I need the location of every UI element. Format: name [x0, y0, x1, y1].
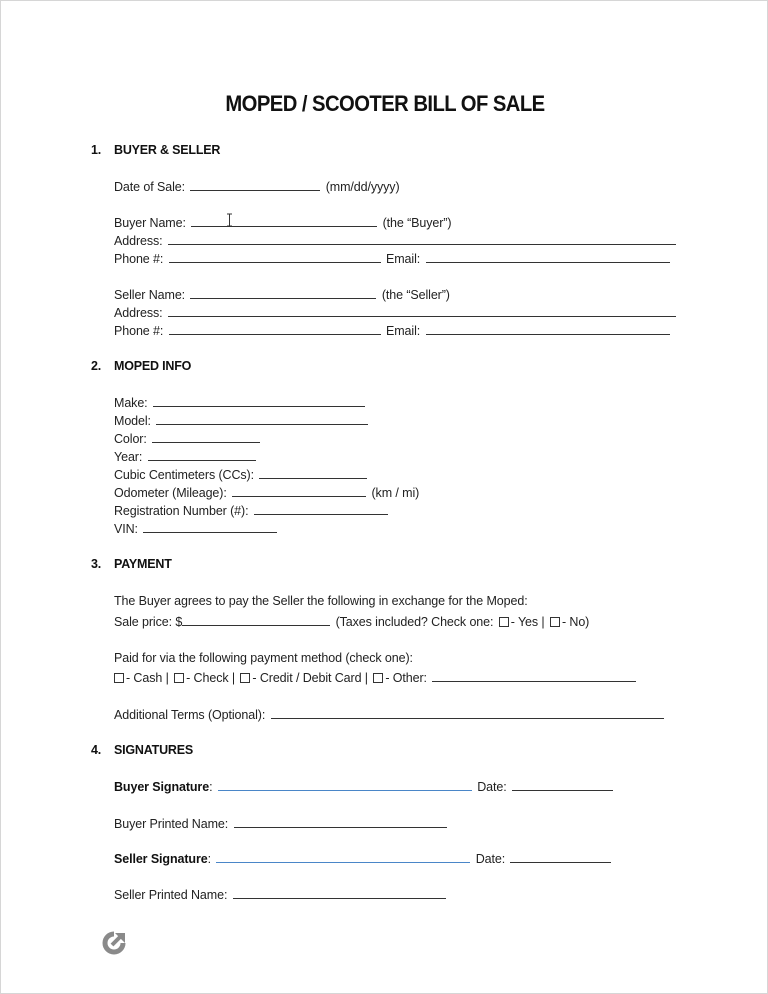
seller-printed-name-field[interactable]	[233, 887, 446, 899]
sale-price-label: Sale price: $	[114, 615, 183, 629]
seller-phone-label: Phone #:	[114, 324, 164, 338]
additional-terms-label: Additional Terms (Optional):	[114, 708, 266, 722]
buyer-date-label: Date:	[477, 780, 507, 794]
seller-name-label: Seller Name:	[114, 288, 186, 302]
buyer-signature-label: Buyer Signature	[114, 780, 210, 794]
buyer-printed-name-row	[114, 816, 449, 831]
buyer-address-row	[114, 233, 678, 248]
section-number: 4.	[91, 743, 102, 757]
seller-date-field[interactable]	[510, 851, 611, 863]
year-label: Year:	[114, 450, 143, 464]
seller-signature-label: Seller Signature	[114, 852, 208, 866]
make-row	[114, 395, 367, 410]
colon: :	[207, 852, 211, 866]
buyer-name-label: Buyer Name:	[114, 216, 186, 230]
make-label: Make:	[114, 396, 148, 410]
cc-field[interactable]	[259, 467, 367, 479]
seller-signature-field[interactable]	[216, 851, 470, 863]
cc-row	[114, 467, 369, 482]
vin-field[interactable]	[143, 521, 277, 533]
card-label: - Credit / Debit Card |	[252, 671, 368, 685]
cc-label: Cubic Centimeters (CCs):	[114, 468, 254, 482]
seller-printed-name-row	[114, 887, 448, 902]
buyer-name-field[interactable]	[191, 215, 377, 227]
payment-intro: The Buyer agrees to pay the Seller the following in exchange for the Moped:	[114, 594, 528, 608]
buyer-suffix: (the “Buyer”)	[382, 216, 452, 230]
color-row	[114, 431, 262, 446]
year-row	[114, 449, 258, 464]
additional-terms-row	[114, 707, 666, 722]
other-field[interactable]	[432, 670, 636, 682]
color-label: Color:	[114, 432, 147, 446]
model-field[interactable]	[156, 413, 368, 425]
buyer-email-label: Email:	[386, 252, 421, 266]
section-number: 2.	[91, 359, 102, 373]
buyer-signature-field[interactable]	[218, 779, 472, 791]
color-field[interactable]	[152, 431, 260, 443]
buyer-signature-row	[114, 779, 615, 794]
cash-checkbox[interactable]	[114, 673, 124, 683]
odometer-field[interactable]	[232, 485, 366, 497]
taxes-label: (Taxes included? Check one:	[335, 615, 494, 629]
seller-address-label: Address:	[114, 306, 163, 320]
payment-method-row	[114, 670, 638, 685]
buyer-phone-label: Phone #:	[114, 252, 164, 266]
seller-name-field[interactable]	[190, 287, 376, 299]
payment-method-intro: Paid for via the following payment method (check one):	[114, 651, 413, 665]
make-field[interactable]	[153, 395, 365, 407]
sale-price-field[interactable]	[182, 614, 330, 626]
seller-address-row	[114, 305, 678, 320]
colon: :	[209, 780, 213, 794]
vin-label: VIN:	[114, 522, 138, 536]
additional-terms-field[interactable]	[271, 707, 664, 719]
check-checkbox[interactable]	[174, 673, 184, 683]
registration-field[interactable]	[254, 503, 388, 515]
taxes-no-label: - No)	[561, 615, 590, 629]
taxes-yes-checkbox[interactable]	[499, 617, 509, 627]
section-heading-payment	[91, 557, 172, 571]
model-row	[114, 413, 370, 428]
buyer-name-row	[114, 215, 451, 230]
text-cursor-icon	[226, 213, 233, 227]
buyer-address-field[interactable]	[168, 233, 676, 245]
seller-phone-field[interactable]	[169, 323, 381, 335]
check-label: - Check |	[186, 671, 236, 685]
section-title: PAYMENT	[114, 557, 172, 571]
date-format-hint: (mm/dd/yyyy)	[325, 180, 400, 194]
taxes-yes-label: - Yes |	[510, 615, 545, 629]
other-checkbox[interactable]	[373, 673, 383, 683]
section-title: BUYER & SELLER	[114, 143, 221, 157]
seller-name-row	[114, 287, 450, 302]
section-heading-signatures	[91, 743, 193, 757]
seller-address-field[interactable]	[168, 305, 676, 317]
seller-printed-name-label: Seller Printed Name:	[114, 888, 228, 902]
section-heading-moped-info	[91, 359, 191, 373]
document-title: MOPED / SCOOTER BILL OF SALE	[225, 91, 545, 116]
buyer-printed-name-field[interactable]	[234, 816, 447, 828]
vin-row	[114, 521, 279, 536]
card-checkbox[interactable]	[240, 673, 250, 683]
buyer-contact-row	[114, 251, 672, 266]
buyer-email-field[interactable]	[426, 251, 670, 263]
section-title: MOPED INFO	[114, 359, 192, 373]
buyer-phone-field[interactable]	[169, 251, 381, 263]
section-heading-buyer-seller	[91, 143, 220, 157]
seller-date-label: Date:	[475, 852, 506, 866]
registration-row	[114, 503, 390, 518]
section-number: 1.	[91, 143, 102, 157]
odometer-unit: (km / mi)	[371, 486, 420, 500]
model-label: Model:	[114, 414, 151, 428]
odometer-row	[114, 485, 419, 500]
taxes-no-checkbox[interactable]	[550, 617, 560, 627]
registration-label: Registration Number (#):	[114, 504, 249, 518]
seller-suffix: (the “Seller”)	[381, 288, 450, 302]
seller-email-field[interactable]	[426, 323, 670, 335]
section-title: SIGNATURES	[114, 743, 194, 757]
sale-price-row	[114, 614, 589, 629]
other-label: - Other:	[385, 671, 427, 685]
seller-signature-row	[114, 851, 613, 866]
buyer-printed-name-label: Buyer Printed Name:	[114, 817, 229, 831]
seller-contact-row	[114, 323, 672, 338]
date-of-sale-field[interactable]	[190, 179, 320, 191]
buyer-date-field[interactable]	[512, 779, 613, 791]
date-of-sale-label: Date of Sale:	[114, 180, 185, 194]
refresh-arrow-logo-icon	[101, 930, 127, 956]
odometer-label: Odometer (Mileage):	[114, 486, 227, 500]
cash-label: - Cash |	[126, 671, 169, 685]
section-number: 3.	[91, 557, 102, 571]
buyer-address-label: Address:	[114, 234, 163, 248]
seller-email-label: Email:	[386, 324, 421, 338]
date-of-sale-row	[114, 179, 400, 194]
year-field[interactable]	[148, 449, 256, 461]
